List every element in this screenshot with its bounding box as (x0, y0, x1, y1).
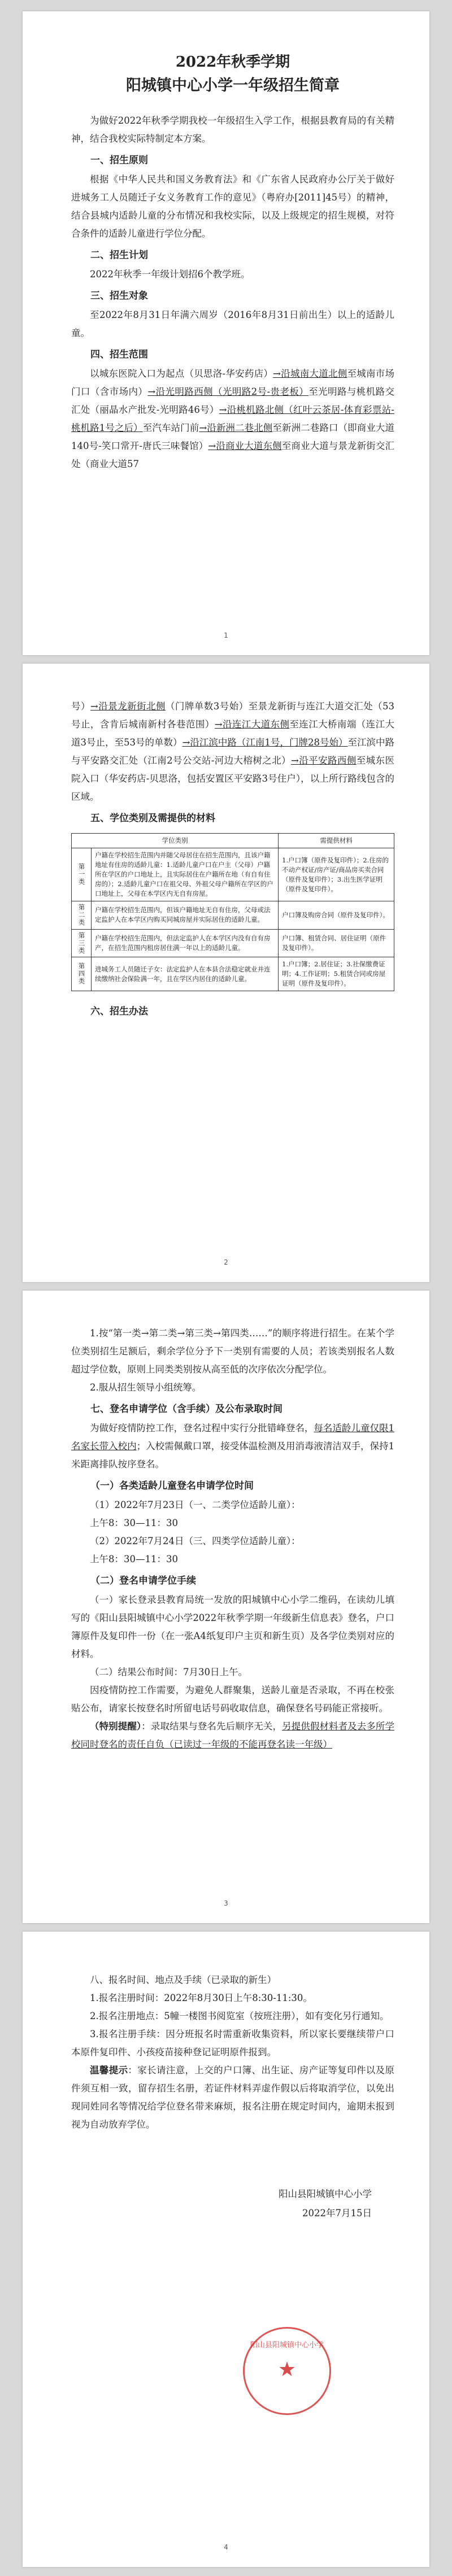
plan-text: 2022年秋季一年级计划招6个教学班。 (90, 269, 250, 280)
registration-text: ；入校需佩戴口罩，接受体温检测及用消毒液清洁双手，保持1米距离排队按序登名。 (71, 1441, 395, 1470)
table-cell-category: 第四类 (72, 957, 92, 991)
signature-org: 阳山县阳城镇中心小学 (279, 2189, 372, 2199)
official-seal (243, 2327, 331, 2415)
range-text: 至江滨中路与平安路交汇处（江南2号公交站-河边大榕树之北） (71, 737, 395, 766)
range-route: →沿光明路西侧（光明路2号-贵老板） (147, 386, 309, 397)
table-row (72, 929, 394, 957)
registration-emphasis: 每名适龄儿童仅限1名家长带入校内 (71, 1423, 394, 1452)
range-text: 至汽车站门前 (142, 422, 199, 433)
page-number: 2 (224, 1258, 228, 1266)
table-cell-category: 第三类 (72, 929, 92, 957)
range-route: →沿城南大道北侧 (273, 368, 347, 379)
enrollment-time: 1.报名注册时间：2022年8月30日上午8:30-11:30。 (90, 1993, 312, 2003)
range-text: 至光明路与桃机路交汇处（丽晶水产批发-光明路46号） (71, 386, 395, 415)
section-heading-range: 四、招生范围 (90, 349, 148, 360)
table-cell-materials: 1.户口簿；2.居住证；3.社保缴费证明；4.工作证明；5.租赁合同或房屋证明（原件及复印件）。 (279, 957, 394, 991)
range-paragraph-cont (71, 698, 394, 806)
section-heading-plan: 二、招生计划 (90, 250, 148, 261)
document-page-1 (23, 11, 429, 655)
section-heading-enrollment: 八、报名时间、地点及手续（已录取的新生） (90, 1975, 276, 1985)
table-row (72, 848, 394, 901)
range-text: 至新洲二巷路口（即商业大道140号-笑口常开-唐氏三味餐馆） (71, 422, 395, 451)
category-table (71, 833, 394, 991)
range-text: 至连江大桥南端（连江大道3号止，至53号的单数） (71, 719, 395, 748)
reminder-label: （特别提醒） (90, 1721, 142, 1732)
table-cell-category: 第二类 (72, 901, 92, 930)
section-heading-method: 六、招生办法 (90, 1006, 148, 1017)
star-icon: ★ (277, 2358, 297, 2381)
range-text: 至商业大道与景龙新街交汇处（商业大道57 (71, 441, 395, 469)
epidemic-text: 因疫情防控工作需要，为避免人群聚集，送龄儿童是否录取，不再在校张贴公布，请家长按登名时所留电话号码收取信息，确保登名号码能正常接听。 (71, 1685, 394, 1714)
range-route: →沿江滨中路（江南1号，门牌28号始） (182, 737, 348, 748)
table-cell-condition: 户籍在学校招生范围内，但该户籍地址无自有住房，父母或法定监护人在本学区内购买同城房屋并实际居住的适龄儿童。 (92, 901, 279, 930)
method-item-1: 1.按“第一类→第二类→第三类→第四类……”的顺序将进行招生。在某个学位类别招生足额后，剩余学位分予下一类别有需要的人员；若该类别报名人数超过学位数，原则上同类类别按从高至低的次序依次分配学位。 (71, 1328, 394, 1375)
range-route: →沿连江大道东侧 (214, 719, 290, 730)
range-route: →沿平安路西侧 (291, 755, 357, 766)
table-cell-category: 第一类 (72, 848, 92, 901)
section-heading-categories: 五、学位类别及需提供的材料 (90, 813, 215, 824)
table-cell-materials: 户口簿及购房合同（原件及复印件）。 (279, 901, 394, 930)
table-header-category: 学位类别 (72, 834, 279, 848)
table-header-materials: 需提供材料 (279, 834, 394, 848)
range-text: 至城南市场门口（含市场内） (71, 368, 395, 397)
subheading-procedure: （二）登名申请学位手续 (90, 1575, 196, 1586)
document-page-4 (23, 1932, 429, 2567)
range-route: →沿新洲二巷北侧 (199, 422, 273, 433)
signature-date: 2022年7月15日 (302, 2208, 372, 2218)
page-number: 4 (224, 2543, 228, 2551)
range-route: →沿桃机路北侧（红叶云茶居-体育彩票站-桃机路1号之后） (71, 404, 394, 433)
table-row (72, 957, 394, 991)
page-number: 1 (224, 631, 228, 639)
subheading-times: （一）各类适龄儿童登名申请学位时间 (90, 1480, 254, 1492)
reminder-emphasis: 另提供假材料者及去多所学校同时登名的责任自负（已读过一年级的不能再登名读一年级） (71, 1721, 395, 1750)
table-cell-condition: 户籍在学校招生范围内并随父母居住在招生范围内，且该户籍地址有住房的适龄儿童：1.适龄儿童户口在户主（父母）户籍所在学区的户口地址上，且实际居住在户籍所在地（有自有住房的）；2.适龄儿童户口在祖父母、外祖父母户籍所在学区的户口地址上，父母在本学区内无自有房屋。 (92, 848, 279, 901)
range-text: （门牌单数3号始）至景龙新街与连江大道交汇处（53号止，含肯后城南新村各巷范围） (71, 701, 395, 730)
range-text: 至城东医院入口（华安药店-贝思洛，包括安置区平安路3号住户），以上所行路线包含的区域。 (71, 755, 395, 802)
warm-tip-label: 温馨提示 (90, 2065, 128, 2076)
enrollment-location: 2.报名注册地点：5幢一楼图书阅览室（按班注册），如有变化另行通知。 (90, 2011, 389, 2021)
reminder-text: ：录取结果与登名先后顺序无关， (141, 1721, 282, 1732)
result-time-text: （二）结果公布时间：7月30日上午。 (90, 1667, 247, 1677)
table-row (72, 901, 394, 930)
section-heading-target: 三、招生对象 (90, 290, 148, 302)
principles-text: 根据《中华人民共和国义务教育法》和《广东省人民政府办公厅关于做好进城务工人员随迁子女义务教育工作的意见》（粤府办[2011]45号）的精神，结合县城内适龄儿童的分布情况和我校实际，以及上级规定的招生规模，对符合条件的适龄儿童进行学位分配。 (71, 174, 394, 239)
warm-tip (71, 2061, 394, 2134)
table-cell-materials: 1.户口簿（原件及复印件）；2.住房的不动产权证/房产证/商品房买卖合同（原件及复印件）；3.出生医学证明（原件及复印件）。 (279, 848, 394, 901)
time-slot-1: （1）2022年7月23日（一、二类学位适龄儿童）： (90, 1500, 301, 1510)
range-paragraph (71, 365, 394, 473)
range-text: 以城东医院入口为起点（贝思洛-华安药店） (90, 368, 273, 379)
registration-paragraph (71, 1419, 394, 1474)
intro-paragraph: 为做好2022年秋季学期我校一年级招生入学工作，根据县教育局的有关精神，结合我校实际特制定本方案。 (71, 115, 394, 144)
enrollment-procedure: 3.报名注册手续：因分班报名时需重新收集资料，所以家长要继续带户口本原件复印件、小孩疫苗接种登记证明原件报到。 (71, 2029, 394, 2058)
section-heading-registration: 七、登名申请学位（含手续）及公布录取时间 (90, 1403, 282, 1415)
document-page-2 (23, 664, 429, 1282)
doc-title-term: 2022年秋季学期 (175, 54, 290, 71)
table-cell-condition: 户籍在学校招生范围内，但法定监护人在本学区内没有自有房产，在招生范围内租房居住满一年以上的适龄儿童。 (92, 929, 279, 957)
procedure-text: （一）家长登录县教育局统一发放的阳城镇中心小学二维码，在读幼儿填写的《阳山县阳城镇中心小学2022年秋季学期一年级新生信息表》登名，户口簿原件及复印件一份（在一张A4纸复印户主页和新生页）及各学位类别对应的材料。 (71, 1594, 394, 1659)
doc-title: 阳城镇中心小学一年级招生简章 (126, 77, 340, 94)
time-slot-2-hours: 上午8：30—11：30 (90, 1554, 178, 1564)
document-page-3 (23, 1291, 429, 1923)
registration-text: 为做好疫情防控工作，登名过程中实行分批错峰登名， (90, 1423, 314, 1433)
range-text: 号） (71, 701, 90, 712)
table-cell-condition: 进城务工人员随迁子女：法定监护人在本县合法稳定就业并连续缴纳社会保险满一年，且在学区内居住的适龄儿童。 (92, 957, 279, 991)
time-slot-1-hours: 上午8：30—11：30 (90, 1518, 178, 1528)
range-route: →沿景龙新街北侧 (90, 701, 166, 712)
method-item-2: 2.服从招生领导小组统筹。 (90, 1382, 202, 1393)
special-reminder (71, 1718, 394, 1754)
section-heading-principles: 一、招生原则 (90, 155, 148, 166)
warm-tip-text: ：家长请注意，上交的户口簿、出生证、房产证等复印件以及原件须互相一致，留存招生名册，若证件材料弄虚作假以后将取消学位，以免出现同姓同名等情况给学位登名带来麻烦，报名注册在规定时间内，逾期未报到视为自动放弃学位。 (71, 2065, 395, 2130)
range-route: →沿商业大道东侧 (208, 441, 282, 451)
page-number: 3 (224, 1899, 228, 1907)
seal-text: 阳山县阳城镇中心小学 (250, 2341, 324, 2350)
target-text: 至2022年8月31日年满六周岁（2016年8月31日前出生）以上的适龄儿童。 (71, 310, 394, 338)
time-slot-2: （2）2022年7月24日（三、四类学位适龄儿童）： (90, 1536, 301, 1546)
table-cell-materials: 户口簿、租赁合同、居住证明（原件及复印件）。 (279, 929, 394, 957)
